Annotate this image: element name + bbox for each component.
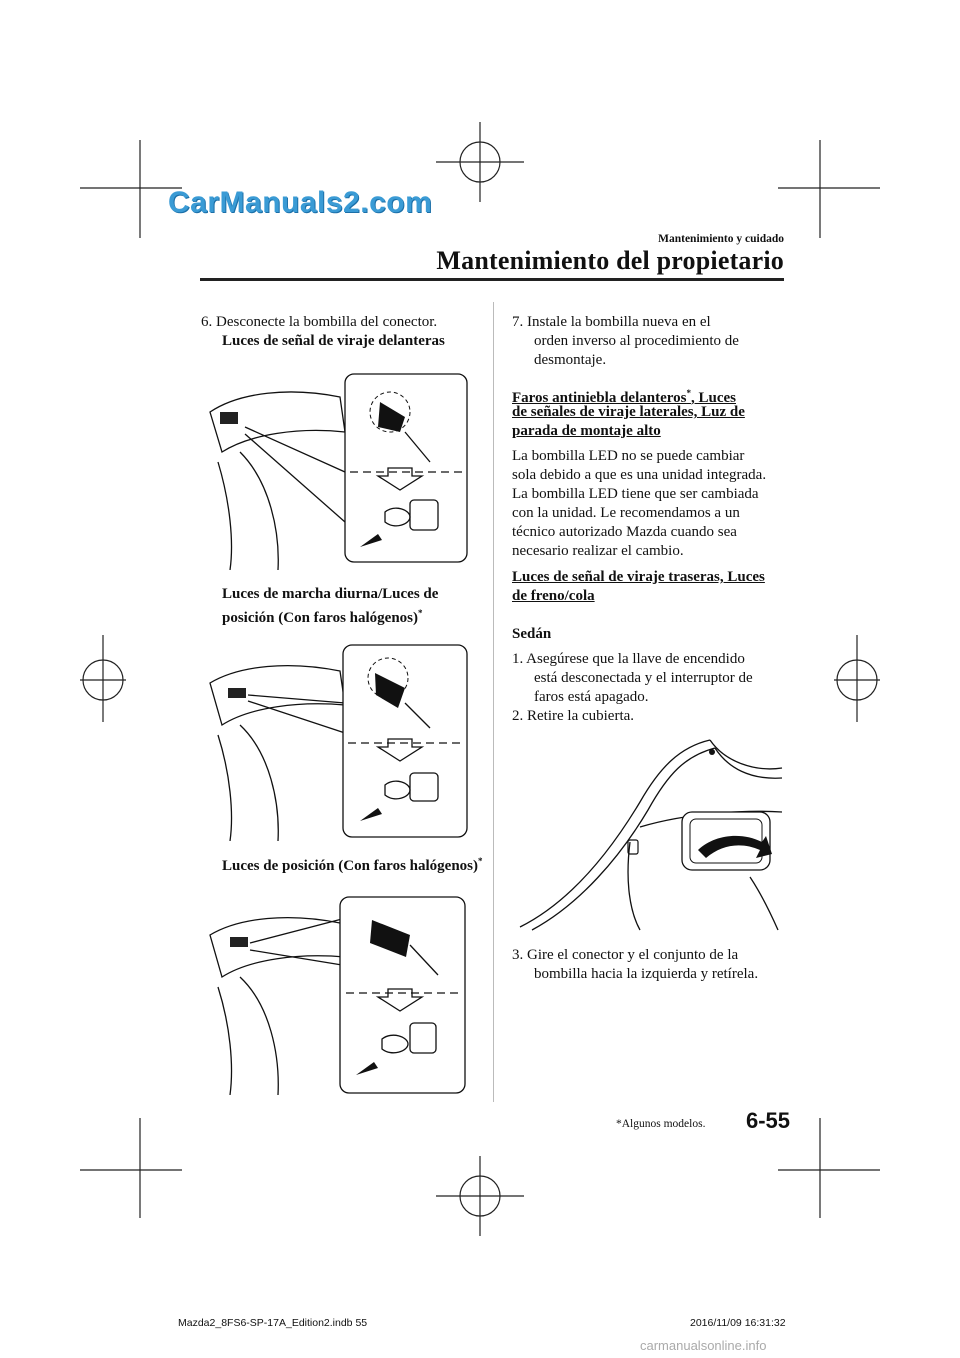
step-1-line3: faros está apagado.: [534, 689, 649, 705]
asterisk-3: *: [686, 388, 691, 398]
caption-drl-line2: posición (Con faros halógenos): [222, 610, 418, 626]
para-led-4: con la unidad. Le recomendamos a un: [512, 505, 740, 521]
caption-front-turn-signal: Luces de señal de viraje delanteras: [222, 333, 445, 349]
figure-trunk-cover: [510, 732, 786, 932]
heading-led-luces: , Luces: [690, 390, 736, 406]
figure-drl: [200, 643, 470, 841]
subheading-sedan: Sedán: [512, 626, 552, 642]
heading-led-fog: Faros antiniebla delanteros: [512, 390, 687, 406]
figure-position-lights: [200, 895, 470, 1095]
file-name: Mazda2_8FS6-SP-17A_Edition2.indb 55: [178, 1317, 368, 1329]
footnote-some-models: *Algunos modelos.: [616, 1118, 706, 1130]
column-divider: [493, 302, 494, 1102]
para-led-6: necesario realizar el cambio.: [512, 543, 684, 559]
caption-drl-line2-wrap: [222, 604, 423, 628]
page-title: Mantenimiento del propietario: [436, 246, 784, 275]
step-6: 6. Desconecte la bombilla del conector.: [201, 314, 438, 330]
para-led-1: La bombilla LED no se puede cambiar: [512, 448, 745, 464]
asterisk-2: *: [478, 856, 483, 866]
step-2: 2. Retire la cubierta.: [512, 708, 635, 724]
step-3-line2: bombilla hacia la izquierda y retírela.: [534, 966, 759, 982]
caption-drl-line1: Luces de marcha diurna/Luces de: [222, 586, 439, 602]
caption-position-lights: Luces de posición (Con faros halógenos): [222, 858, 478, 874]
step-7-line3: desmontaje.: [534, 352, 607, 368]
step-1-line2: está desconectada y el interruptor de: [534, 670, 753, 686]
heading-led-line3: parada de montaje alto: [512, 423, 661, 439]
section-label: Mantenimiento y cuidado: [658, 233, 784, 245]
page-number: 6-55: [746, 1108, 791, 1133]
heading-rear-line2: de freno/cola: [512, 588, 595, 604]
step-7-line2: orden inverso al procedimiento de: [534, 333, 739, 349]
para-led-3: La bombilla LED tiene que ser cambiada: [512, 486, 759, 502]
heading-rear-line1: Luces de señal de viraje traseras, Luces: [512, 569, 765, 585]
caption-position-wrap: [222, 852, 483, 876]
step-7-line1: 7. Instale la bombilla nueva en el: [512, 314, 711, 330]
asterisk-1: *: [418, 608, 423, 618]
header-rule: [200, 278, 784, 281]
para-led-2: sola debido a que es una unidad integrada.: [512, 467, 767, 483]
step-1-line1: 1. Asegúrese que la llave de encendido: [512, 651, 745, 667]
figure-front-turn-signal: [200, 372, 470, 570]
site-watermark[interactable]: carmanualsonline.info: [640, 1338, 767, 1353]
print-date: 2016/11/09 16:31:32: [690, 1317, 786, 1329]
para-led-5: técnico autorizado Mazda cuando sea: [512, 524, 737, 540]
heading-led-line2: de señales de viraje laterales, Luz de: [512, 404, 745, 420]
watermark[interactable]: CarManuals2.com: [168, 186, 433, 219]
step-3-line1: 3. Gire el conector y el conjunto de la: [512, 947, 739, 963]
